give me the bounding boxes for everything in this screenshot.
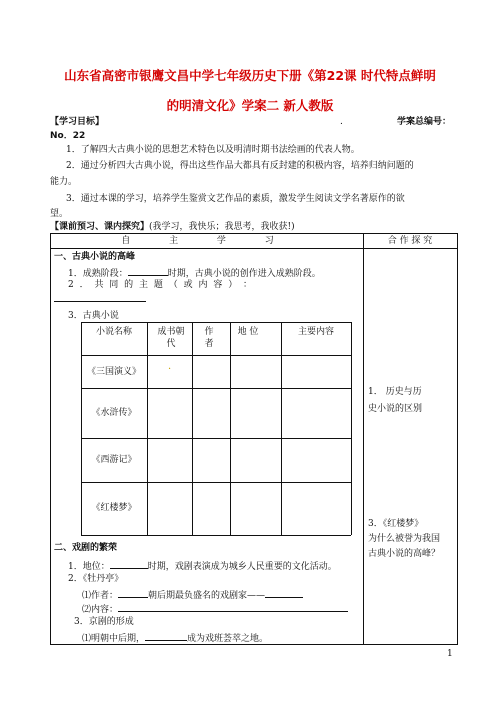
novel-header-status: 地 位 [237, 327, 259, 337]
total-number-value: No．22 [50, 131, 86, 141]
section-1-item-2: 2 ． 共 同 的 主 题 （ 或 内 容 ） ： [68, 280, 254, 290]
novel-shuihu: 《水浒传》 [91, 408, 137, 418]
answer-blank[interactable] [118, 587, 148, 598]
goal-3-line-1: 3．通过本课的学习，培养学生鉴赏文艺作品的素质，激发学生阅读文学名著原作的欲 [66, 194, 405, 204]
section-2-item-3: 3．京剧的形成 [74, 617, 134, 627]
document-title-line-1: 山东省高密市银鹰文昌中学七年级历史下册《第22课 时代特点鲜明 [64, 68, 436, 83]
novel-header-content: 主要内容 [297, 327, 334, 337]
dot-mark: · [168, 364, 172, 375]
section-2-item-1: 1．地位： 时期，戏剧表演成为城乡人民重要的文化活动。 [68, 558, 337, 574]
section-2-item-3a: ⑴明朝中后期， 成为戏班荟萃之地。 [82, 630, 268, 646]
question-1-line-2: 史小说的区别 [368, 404, 423, 414]
question-1-line-1: 1． 历史与历 [368, 387, 422, 397]
section-1-item-1: 1．成熟阶段： 时期，古典小说的创作进入成熟阶段。 [68, 265, 321, 281]
question-3-line-1: 3．《红楼梦》 [368, 519, 424, 529]
goal-2-line-2: 能力。 [50, 177, 78, 187]
section-2-title: 二、戏剧的繁荣 [54, 543, 118, 553]
novel-header-dynasty: 成书朝代 [157, 327, 185, 349]
answer-blank[interactable] [110, 558, 148, 569]
goal-2-line-1: 2．通过分析四大古典小说，得出这些作品大都具有反封建的积极内容，培养归纳问题的 [66, 161, 414, 171]
total-number-label: 学案总编号： [397, 117, 452, 127]
novel-hongloumeng: 《红楼梦》 [91, 503, 137, 513]
section-1-title: 一、古典小说的高峰 [54, 252, 136, 262]
dot-mark: . [340, 117, 343, 127]
novel-xiyouji: 《西游记》 [91, 455, 137, 465]
novel-header-name: 小说名称 [95, 327, 132, 337]
section-2-item-2b: ⑵内容： [82, 601, 348, 617]
goal-3-line-2: 望。 [50, 209, 69, 219]
section-2-item-2a: ⑴作者： 朝后期最负盛名的戏剧家—— [82, 587, 303, 603]
table-column-divider [363, 233, 364, 644]
preview-label: 【课前预习、课内探究】 [50, 222, 150, 232]
question-3-line-2: 为什么被誉为我国 [368, 534, 441, 544]
answer-blank[interactable] [118, 601, 348, 612]
learning-goals-label: 【学习目标】 [50, 117, 105, 127]
novel-header-author: 作者 [204, 327, 214, 349]
section-2-item-2: 2．《牡丹亭》 [68, 574, 124, 584]
goal-1: 1．了解四大古典小说的思想艺术特色以及明清时期书法绘画的代表人物。 [66, 145, 360, 155]
answer-blank-long[interactable] [54, 290, 146, 302]
answer-blank[interactable] [265, 587, 303, 598]
answer-blank[interactable] [128, 265, 168, 276]
cooperative-inquiry-header: 合 作 探 究 [387, 236, 433, 246]
answer-blank[interactable] [145, 630, 187, 641]
self-study-header: 自 主 学 习 [121, 236, 292, 246]
page-number: 1 [447, 649, 453, 659]
document-title-line-2: 的明清文化》学案二 新人教版 [166, 98, 334, 113]
table-header-divider [50, 248, 457, 249]
section-1-item-3: 3．古典小说 [68, 311, 119, 321]
novel-sanguo: 《三国演义》 [86, 367, 141, 377]
question-3-line-3: 古典小说的高峰？ [368, 549, 441, 559]
preview-motto: (我学习，我快乐；我思考，我收获!) [149, 222, 295, 232]
